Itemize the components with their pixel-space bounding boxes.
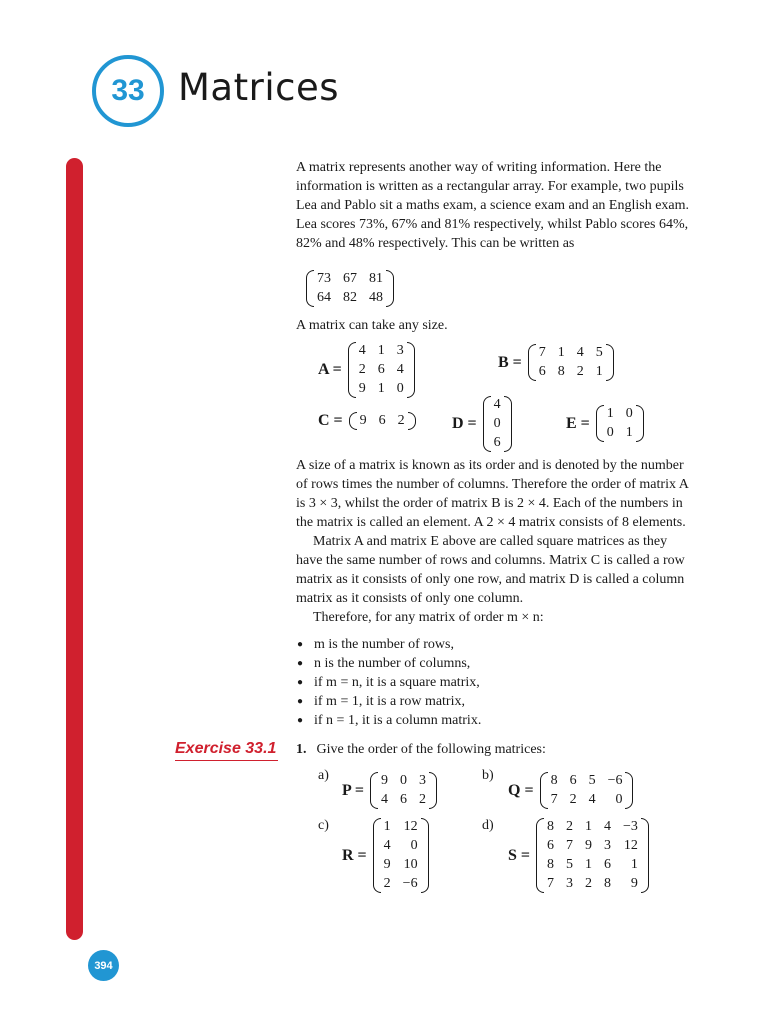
matrix-grid: [551, 772, 623, 809]
order-bullet-list: [296, 635, 696, 730]
matrix-element: 0: [606, 425, 614, 440]
matrix-element: 81: [369, 271, 383, 286]
matrix-element: 0: [493, 416, 501, 431]
matrix-s: [508, 818, 649, 893]
matrix-element: 5: [588, 773, 596, 788]
matrix-element: 9: [359, 413, 367, 428]
left-paren: [306, 270, 314, 307]
matrix-element: 67: [343, 271, 357, 286]
matrix-element: 12: [403, 819, 418, 834]
matrix-element: −6: [402, 876, 418, 891]
matrix-grid: [384, 818, 418, 893]
left-paren: [596, 405, 604, 442]
matrix-element: 10: [403, 857, 418, 872]
matrix-element: 2: [397, 413, 405, 428]
left-paren: [536, 818, 544, 893]
matrix-a: [318, 342, 415, 398]
matrix-body: [528, 344, 614, 381]
question-text: Give the order of the following matrices:: [316, 742, 546, 757]
left-paren: [373, 818, 381, 893]
matrix-grid: [607, 405, 633, 442]
matrix-body: [540, 772, 634, 809]
matrix-body: [373, 818, 429, 893]
matrix-body: [483, 396, 512, 452]
matrix-element: 2: [569, 792, 577, 807]
matrix-element: 4: [358, 343, 366, 358]
left-paren: [528, 344, 536, 381]
matrix-label: B =: [498, 353, 522, 371]
matrix-grid: [494, 396, 501, 452]
matrix-element: 3: [419, 773, 427, 788]
matrix-element: 4: [493, 397, 501, 412]
matrix-label: R =: [342, 846, 367, 864]
matrix-element: 3: [566, 876, 574, 891]
matrix-label: A =: [318, 361, 342, 378]
matrix-element: 5: [566, 857, 574, 872]
matrix-element: 82: [343, 290, 357, 305]
matrix-element: 1: [557, 345, 565, 360]
order-section: [296, 456, 696, 730]
matrix-q: [508, 772, 633, 809]
matrix-p: [342, 772, 437, 809]
matrix-e: [566, 405, 644, 442]
matrix-element: 7: [547, 876, 555, 891]
matrix-element: 8: [547, 857, 555, 872]
matrix-element: 1: [630, 857, 638, 872]
matrix-element: 9: [585, 838, 593, 853]
matrix-element: 1: [585, 857, 593, 872]
matrix-element: 0: [615, 792, 623, 807]
matrix-b: [498, 344, 614, 381]
matrix-element: 6: [538, 364, 546, 379]
matrix-element: 7: [538, 345, 546, 360]
intro-section: [296, 150, 696, 253]
matrix-c: [318, 412, 416, 430]
matrix-element: 3: [396, 343, 404, 358]
matrix-element: 6: [569, 773, 577, 788]
matrix-element: −6: [607, 773, 623, 788]
matrix-element: 8: [547, 819, 555, 834]
left-paren: [483, 396, 491, 452]
matrix-label: D =: [452, 415, 477, 432]
any-size-text: [296, 316, 696, 335]
part-a-letter: a): [318, 768, 329, 783]
matrix-element: 1: [606, 406, 614, 421]
matrix-element: 3: [604, 838, 612, 853]
exercise-question: [296, 742, 546, 758]
part-b-letter: b): [482, 768, 494, 783]
matrix-element: 8: [557, 364, 565, 379]
bullet-rows: ● m is the number of rows,: [296, 635, 696, 654]
matrix-element: 1: [625, 425, 633, 440]
matrix-grid: [360, 412, 405, 430]
matrix-element: 1: [377, 381, 385, 396]
order-paragraph: A size of a matrix is known as its order and is denoted by the number of rows times the number of columns. Therefore the order of matrix A is 3 × 3, whilst the order of matrix B is 2 × 4. Each of the numbers in the matrix is called an element. A 2 × 4 matrix consists of 8 elements.: [296, 458, 689, 530]
matrix-element: 4: [576, 345, 584, 360]
page-number: 394: [88, 950, 119, 981]
matrix-element: 6: [604, 857, 612, 872]
exercise-label: Exercise 33.1: [175, 740, 278, 761]
right-paren: [421, 818, 429, 893]
matrix-element: 2: [383, 876, 391, 891]
matrix-element: 2: [358, 362, 366, 377]
left-paren: [540, 772, 548, 809]
matrix-element: 6: [547, 838, 555, 853]
matrix-element: 8: [550, 773, 558, 788]
matrix-element: 7: [550, 792, 558, 807]
matrix-element: 0: [400, 773, 408, 788]
intro-paragraph: A matrix represents another way of writing information. Here the information is written as a rectangular array. For example, two pupils Lea and Pablo sit a maths exam, a science exam and an English exam. Lea scores 73%, 67% and 81% respectively, whilst Pablo scores 64%, 82% and 48% respectively. This can be written as: [296, 160, 690, 251]
matrix-grid: [381, 772, 426, 809]
matrix-r: [342, 818, 429, 893]
matrix-element: 4: [588, 792, 596, 807]
matrix-element: 2: [419, 792, 427, 807]
matrix-grid: [317, 270, 383, 307]
matrix-element: 1: [383, 819, 391, 834]
therefore-text: Therefore, for any matrix of order m × n:: [313, 610, 544, 625]
matrix-element: 0: [396, 381, 404, 396]
matrix-element: 48: [369, 290, 383, 305]
matrix-element: 73: [317, 271, 331, 286]
matrix-element: 6: [493, 435, 501, 450]
right-paren: [641, 818, 649, 893]
matrix-d: [452, 396, 512, 452]
bullet-row-matrix: ● if m = 1, it is a row matrix,: [296, 692, 696, 711]
right-paren: [625, 772, 633, 809]
matrix-element: 2: [566, 819, 574, 834]
matrix-element: 9: [358, 381, 366, 396]
matrix-label: P =: [342, 781, 365, 799]
matrix-grid: [539, 344, 603, 381]
chapter-number-badge: 33: [92, 55, 164, 127]
matrix-element: 1: [377, 343, 385, 358]
matrix-element: 4: [604, 819, 612, 834]
matrix-element: 7: [566, 838, 574, 853]
matrix-element: 4: [396, 362, 404, 377]
matrix-element: 64: [317, 290, 331, 305]
right-paren: [407, 342, 415, 398]
matrix-element: 4: [381, 792, 389, 807]
right-paren: [606, 344, 614, 381]
left-paren: [348, 342, 356, 398]
matrix-body: [596, 405, 644, 442]
matrix-element: 2: [585, 876, 593, 891]
part-d-letter: d): [482, 818, 494, 833]
matrix-element: 1: [585, 819, 593, 834]
matrix-element: −3: [623, 819, 638, 834]
matrix-element: 9: [630, 876, 638, 891]
matrix-element: 6: [378, 413, 386, 428]
right-paren: [636, 405, 644, 442]
bullet-column-matrix: ● if n = 1, it is a column matrix.: [296, 711, 696, 730]
matrix-element: 0: [410, 838, 418, 853]
bullet-columns: ● n is the number of columns,: [296, 654, 696, 673]
right-paren: [504, 396, 512, 452]
matrix-element: 8: [604, 876, 612, 891]
any-size-sentence: A matrix can take any size.: [296, 318, 448, 333]
matrix-element: 6: [377, 362, 385, 377]
right-paren: [429, 772, 437, 809]
matrix-element: 12: [623, 838, 638, 853]
matrix-element: 6: [400, 792, 408, 807]
side-decoration-bar: [66, 158, 83, 940]
matrix-label: S =: [508, 846, 531, 864]
matrix-label: Q =: [508, 781, 534, 799]
bullet-square: ● if m = n, it is a square matrix,: [296, 673, 696, 692]
matrix-element: 9: [383, 857, 391, 872]
matrix-element: 1: [595, 364, 603, 379]
matrix-grid: [547, 818, 638, 893]
matrix-body: [348, 342, 415, 398]
right-paren: [386, 270, 394, 307]
matrix-label: E =: [566, 414, 590, 432]
part-c-letter: c): [318, 818, 329, 833]
right-paren: [408, 412, 416, 430]
matrix-element: 4: [383, 838, 391, 853]
matrix-element: 0: [625, 406, 633, 421]
matrix-body: [306, 270, 394, 307]
matrix-body: [536, 818, 649, 893]
score-matrix: [306, 270, 394, 307]
left-paren: [370, 772, 378, 809]
left-paren: [349, 412, 357, 430]
matrix-body: [370, 772, 437, 809]
matrix-label: C =: [318, 412, 343, 429]
chapter-title: Matrices: [178, 66, 339, 109]
square-paragraph: Matrix A and matrix E above are called square matrices as they have the same number of rows and columns. Matrix C is called a row matrix as it consists of only one row, and matrix D is called a column matrix as it consists of only one column.: [296, 534, 685, 606]
matrix-body: [349, 412, 416, 430]
matrix-element: 2: [576, 364, 584, 379]
matrix-grid: [359, 342, 404, 398]
matrix-element: 5: [595, 345, 603, 360]
question-number: 1.: [296, 742, 307, 757]
matrix-element: 9: [381, 773, 389, 788]
